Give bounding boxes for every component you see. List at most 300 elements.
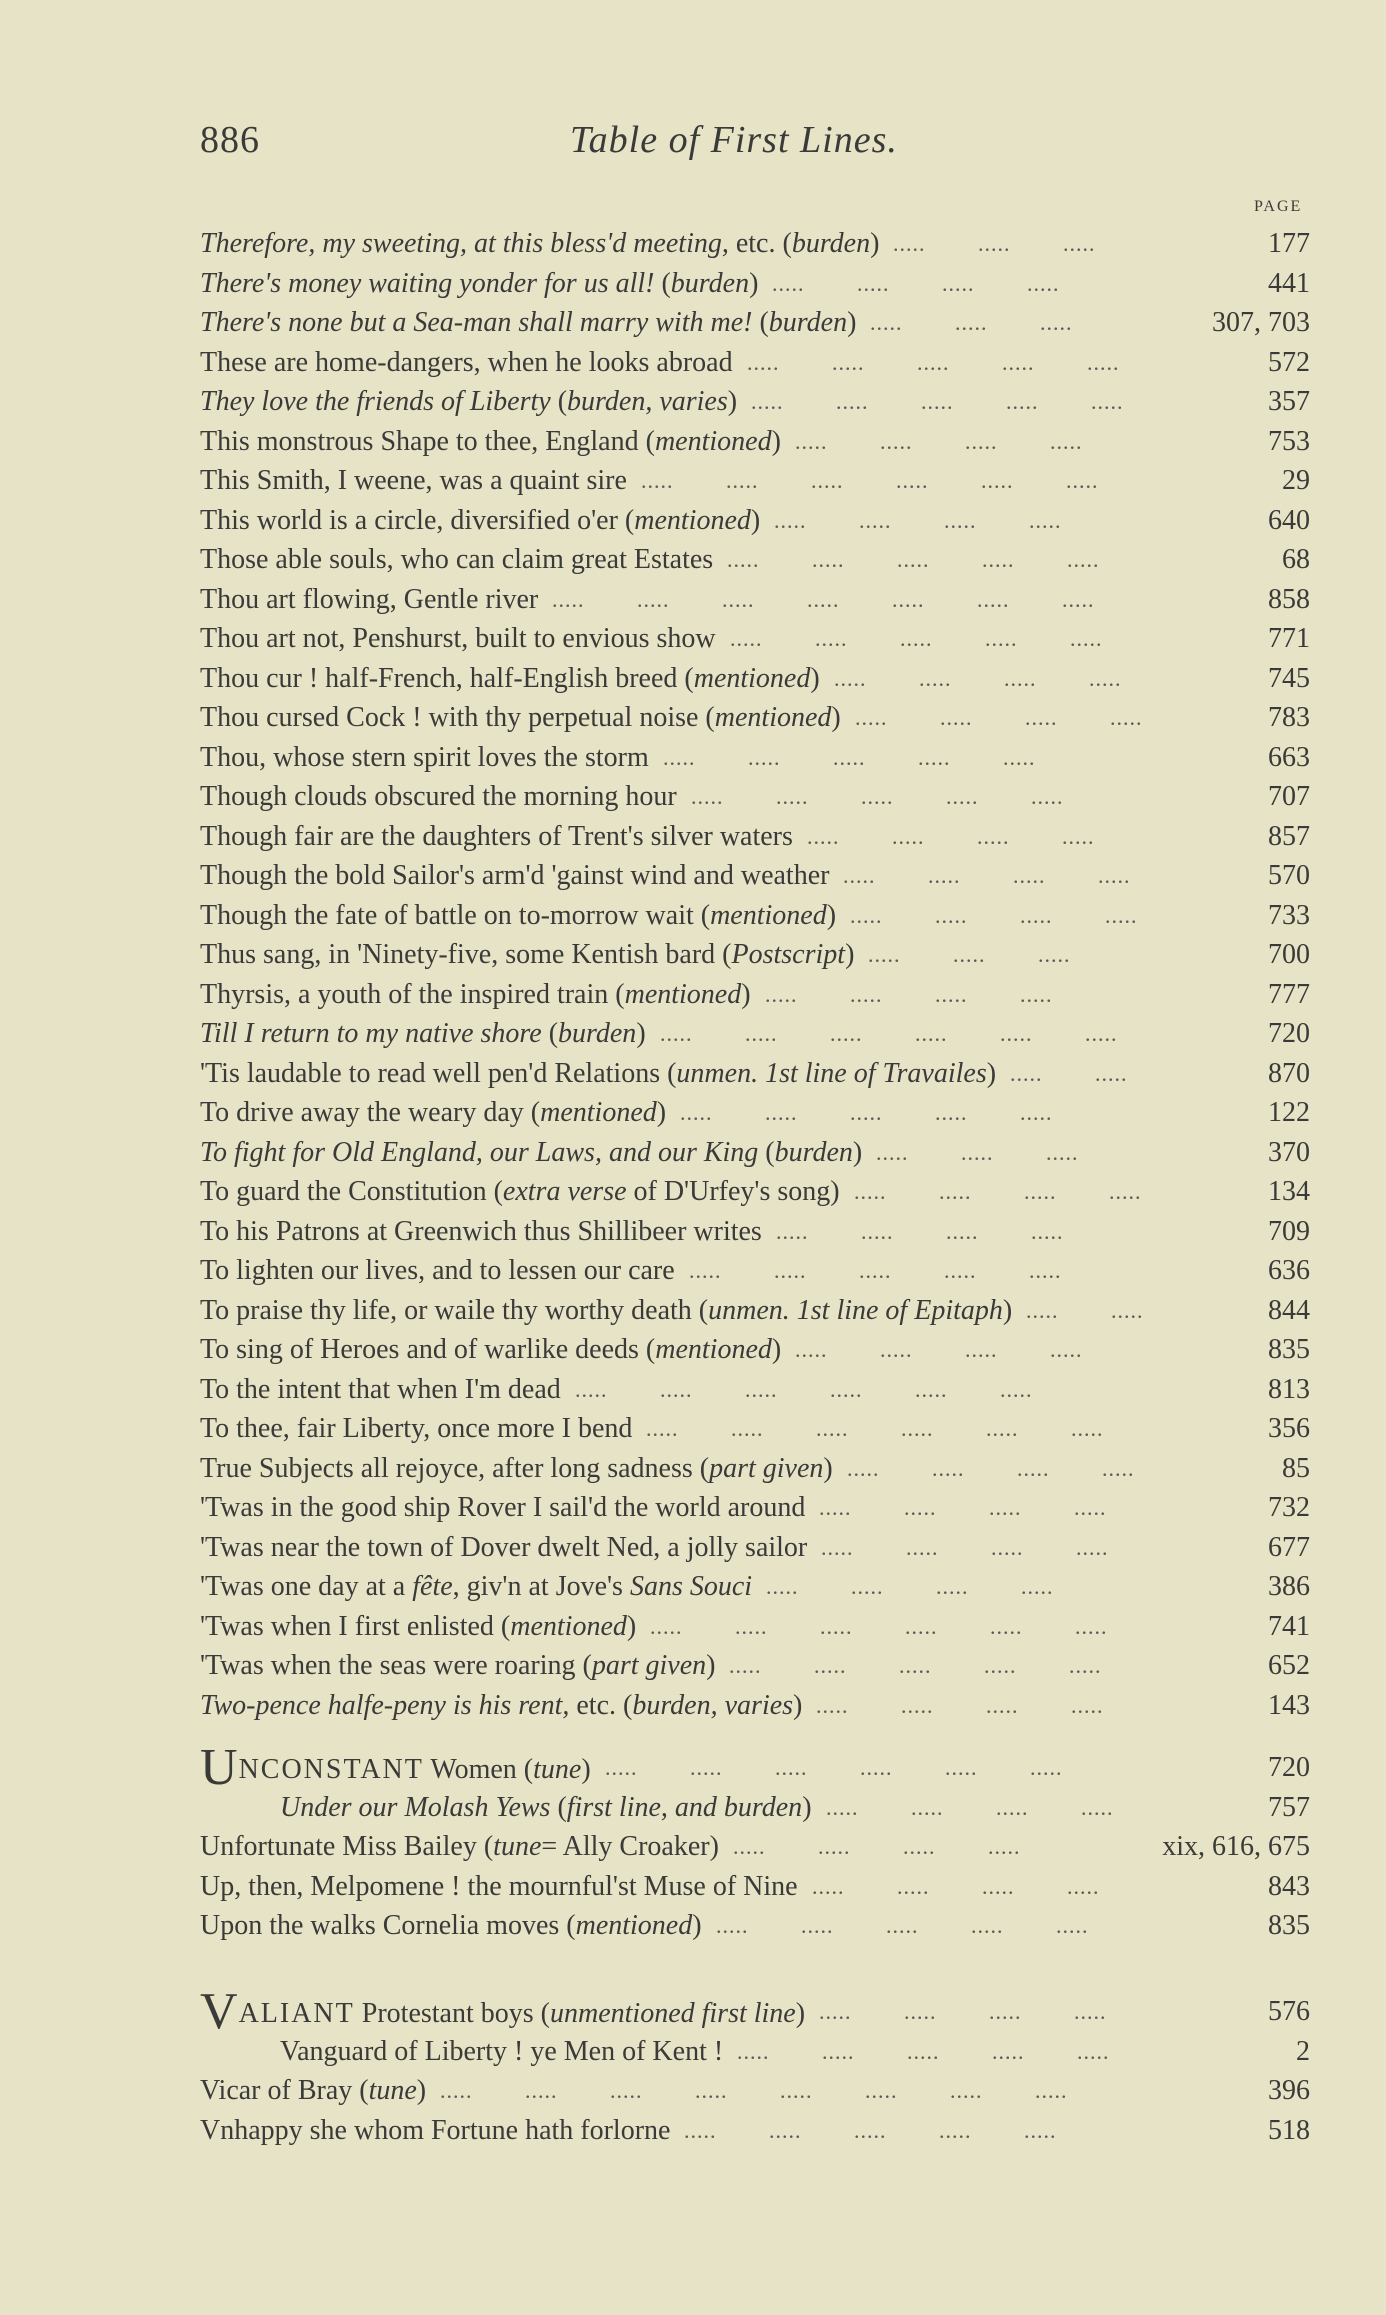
- dot-leader: ..... ..... .....: [868, 942, 1117, 967]
- italic-fragment: mentioned: [540, 1097, 657, 1128]
- text-fragment: (: [550, 1791, 567, 1823]
- entry-first-line: [200, 1212, 762, 1252]
- entry-first-line: [200, 935, 854, 975]
- text-fragment: ): [626, 1610, 637, 1642]
- section-initial-letter: V: [200, 1983, 238, 2040]
- entry-first-line: [200, 1449, 833, 1489]
- entry-first-line: [200, 580, 538, 620]
- dot-leader: ..... ..... ..... ..... .....: [716, 1913, 1135, 1938]
- text-fragment: To sing of Heroes and of warlike deeds (: [200, 1334, 656, 1365]
- entry-to-his-patrons: [200, 1212, 1310, 1252]
- entry-page-number: 753: [1268, 425, 1310, 457]
- dot-leader: ..... ..... ..... ..... ..... .....: [641, 468, 1145, 493]
- text-fragment: To praise thy life, or waile thy worthy death (: [200, 1294, 709, 1326]
- entry-page-number: 652: [1268, 1650, 1310, 1681]
- dot-leader: ..... ..... ..... ..... ..... .....: [605, 1755, 1109, 1780]
- entry-first-line: [200, 1291, 1012, 1331]
- text-fragment: ): [810, 662, 820, 694]
- entry-page-number: 843: [1268, 1870, 1310, 1902]
- dot-leader: ..... ..... ..... ..... ..... .....: [575, 1376, 1079, 1402]
- dot-leader: ..... ..... ..... .....: [850, 902, 1184, 928]
- entry-first-line: [200, 224, 879, 264]
- entry-page-number: 441: [1268, 267, 1310, 299]
- italic-fragment: burden: [558, 1018, 637, 1049]
- entry-thou-whose-stern-spirit: [200, 738, 1310, 778]
- entry-first-line: [200, 659, 820, 699]
- entry-first-line: [200, 1093, 666, 1133]
- dot-leader: ..... ..... ..... ..... ..... .....: [660, 1021, 1164, 1046]
- italic-fragment: burden: [774, 1136, 853, 1168]
- entry-page-number: 720: [1268, 1018, 1310, 1049]
- text-fragment: 'Twas when I first enlisted (: [200, 1610, 511, 1642]
- text-fragment: ): [826, 899, 837, 931]
- entry-page-number: 518: [1268, 2114, 1310, 2146]
- entry-first-line: [200, 343, 733, 383]
- entry-vanguard-of-liberty: [200, 2032, 1310, 2072]
- dot-leader: ..... ..... ..... .....: [819, 1495, 1153, 1520]
- entry-thou-cur: [200, 659, 1310, 699]
- text-fragment: Unfortunate Miss Bailey (: [200, 1831, 494, 1862]
- entry-first-line: [200, 1983, 806, 2040]
- italic-fragment: Therefore, my sweeting, at this bless'd meeting,: [200, 228, 729, 259]
- entry-first-line: [200, 1370, 561, 1410]
- dot-leader: ..... ..... ..... ..... .....: [737, 2038, 1156, 2064]
- text-fragment: To thee, fair Liberty, once more I bend: [200, 1413, 633, 1444]
- text-fragment: Protestant boys (: [354, 1998, 550, 2029]
- entry-up-then-melpomene: [200, 1867, 1310, 1907]
- entry-page-number: 68: [1282, 544, 1310, 575]
- text-fragment: ): [870, 228, 880, 259]
- entry-first-line: [200, 698, 841, 738]
- text-fragment: Though clouds obscured the morning hour: [200, 781, 677, 812]
- entry-page-number: 134: [1268, 1176, 1310, 1207]
- text-fragment: ): [741, 978, 751, 1010]
- dot-leader: ..... ..... ..... .....: [819, 1999, 1153, 2024]
- dot-leader: ..... ..... ..... .....: [807, 823, 1141, 849]
- italic-fragment: burden: [670, 267, 750, 299]
- dot-leader: ..... ..... .....: [870, 310, 1119, 335]
- italic-fragment: mentioned: [634, 504, 751, 536]
- dot-leader: ..... ..... ..... ..... .....: [751, 389, 1170, 414]
- text-fragment: This Smith, I weene, was a quaint sire: [200, 465, 627, 496]
- italic-fragment: mentioned: [655, 1334, 772, 1365]
- italic-fragment: mentioned: [510, 1610, 627, 1642]
- dot-leader: ..... ..... ..... ..... .....: [747, 349, 1166, 375]
- entry-page-number: 677: [1268, 1531, 1310, 1563]
- entry-two-pence-halfe-peny: [200, 1686, 1310, 1726]
- entry-page-number: 857: [1268, 820, 1310, 852]
- entry-first-line: [200, 1686, 802, 1726]
- entry-first-line: [200, 1739, 591, 1796]
- entry-therefore-my-sweeting: [200, 224, 1310, 264]
- entry-these-are-home-dangers: [200, 343, 1310, 383]
- entry-first-line: [200, 738, 649, 778]
- text-fragment: Up, then, Melpomene ! the mournful'st Muse of Nine: [200, 1870, 798, 1902]
- italic-fragment: To fight for Old England, our Laws, and our King: [200, 1136, 759, 1168]
- entry-they-love-the-friends: [200, 382, 1310, 422]
- text-fragment: (: [541, 1018, 559, 1049]
- text-fragment: This world is a circle, diversified o'er (: [200, 504, 635, 536]
- entry-page-number: 143: [1268, 1689, 1310, 1721]
- entry-first-line: [200, 975, 751, 1015]
- dot-leader: ..... ..... ..... ..... .....: [691, 784, 1110, 809]
- italic-fragment: Under our Molash Yews: [280, 1791, 551, 1823]
- entry-thyrsis-a-youth: [200, 975, 1310, 1015]
- text-fragment: Vnhappy she whom Fortune hath forlorne: [200, 2114, 671, 2146]
- dot-leader: ..... ..... ..... .....: [826, 1794, 1160, 1820]
- entry-till-i-return: [200, 1014, 1310, 1054]
- entry-page-number: 663: [1268, 741, 1310, 773]
- text-fragment: etc. (: [569, 1689, 633, 1721]
- entry-page-number: 85: [1282, 1452, 1310, 1484]
- italic-fragment: tune: [533, 1754, 582, 1785]
- entry-first-line: [200, 1054, 996, 1094]
- dot-leader: ..... ..... ..... ..... .....: [727, 547, 1146, 572]
- entry-page-number: 2: [1296, 2035, 1310, 2067]
- entry-page-number: 733: [1268, 899, 1310, 931]
- entry-page-number: 720: [1268, 1752, 1310, 1783]
- entry-first-line: [200, 501, 760, 541]
- entry-page-number: 771: [1268, 623, 1310, 654]
- text-fragment: 'Tis laudable to read well pen'd Relations (: [200, 1057, 677, 1089]
- entry-page-number: 636: [1268, 1255, 1310, 1286]
- text-fragment: 'Twas near the town of Dover dwelt Ned, a jolly sailor: [200, 1531, 808, 1563]
- entry-page-number: 307, 703: [1212, 307, 1310, 338]
- italic-fragment: There's money waiting yonder for us all!: [200, 267, 655, 299]
- entry-page-number: 707: [1268, 781, 1310, 812]
- entry-first-line: [200, 461, 627, 501]
- entry-first-line: [200, 1409, 632, 1449]
- entry-twas-near-the-town: [200, 1528, 1310, 1568]
- entry-first-line: [280, 1788, 812, 1828]
- text-fragment: This monstrous Shape to thee, England (: [200, 425, 655, 457]
- entry-first-line: [200, 1488, 805, 1528]
- entry-page-number: 386: [1268, 1571, 1310, 1602]
- entry-first-line: [200, 1827, 719, 1867]
- entry-first-line: [200, 1567, 752, 1607]
- entry-page-number: 29: [1282, 465, 1310, 496]
- text-fragment: To his Patrons at Greenwich thus Shillibeer writes: [200, 1215, 762, 1247]
- text-fragment: , giv'n at Jove's: [452, 1571, 630, 1602]
- dot-leader: ..... .....: [1010, 1060, 1174, 1086]
- italic-fragment: first line, and burden: [566, 1791, 803, 1823]
- text-fragment: Thou cur ! half-French, half-English breed (: [200, 662, 694, 694]
- entry-first-line: [200, 1906, 702, 1946]
- text-fragment: ): [581, 1754, 591, 1785]
- entry-first-line: [200, 303, 856, 343]
- entry-first-line: [200, 1014, 646, 1054]
- entry-unfortunate-miss-bailey: [200, 1827, 1310, 1867]
- dot-leader: ..... ..... ..... .....: [812, 1873, 1146, 1899]
- entry-page-number: 572: [1268, 346, 1310, 378]
- text-fragment: Thus sang, in 'Ninety-five, some Kentish bard (: [200, 939, 732, 970]
- entry-page-number: 844: [1268, 1294, 1310, 1326]
- entry-page-number: 700: [1268, 939, 1310, 970]
- text-fragment: Women (: [423, 1754, 534, 1785]
- text-fragment: These are home-dangers, when he looks abroad: [200, 346, 733, 378]
- italic-fragment: unmen. 1st line of Epitaph: [708, 1294, 1003, 1326]
- entry-though-the-bold-sailor: [200, 856, 1310, 896]
- dot-leader: ..... .....: [1026, 1297, 1190, 1323]
- dot-leader: ..... ..... ..... .....: [847, 1455, 1181, 1481]
- italic-fragment: tune: [493, 1831, 542, 1862]
- entry-page-number: 783: [1268, 702, 1310, 733]
- italic-fragment: burden, varies: [567, 386, 728, 417]
- dot-leader: ..... ..... ..... .....: [821, 1534, 1155, 1560]
- page-title: Table of First Lines.: [570, 119, 898, 161]
- entry-though-fair-are-the-daughters: [200, 817, 1310, 857]
- dot-leader: ..... ..... ..... ..... ..... ..... .....: [552, 586, 1141, 612]
- entry-thou-art-not-penshurst: [200, 619, 1310, 659]
- entry-page-number: 356: [1268, 1413, 1310, 1444]
- text-fragment: Those able souls, who can claim great Estates: [200, 544, 714, 575]
- entry-twas-in-the-good-ship: [200, 1488, 1310, 1528]
- text-fragment: ): [416, 2075, 427, 2106]
- entry-first-line: [200, 1133, 862, 1173]
- page-column-label: PAGE: [1254, 198, 1303, 215]
- entry-page-number: 357: [1268, 386, 1310, 417]
- text-fragment: ): [845, 939, 855, 970]
- entry-vicar-of-bray: [200, 2071, 1310, 2111]
- entry-first-line: [200, 540, 713, 580]
- italic-fragment: mentioned: [693, 662, 811, 694]
- entry-to-guard-the-constitution: [200, 1172, 1310, 1212]
- dot-leader: ..... ..... ..... ..... ..... .....: [646, 1416, 1150, 1441]
- entry-though-clouds-obscured: [200, 777, 1310, 817]
- text-fragment: ): [793, 1689, 803, 1721]
- text-fragment: Thou cursed Cock ! with thy perpetual noise (: [200, 702, 715, 733]
- page-number: 886: [200, 119, 260, 161]
- entry-first-line: [200, 1330, 781, 1370]
- text-fragment: (: [550, 386, 568, 417]
- text-fragment: To drive away the weary day (: [200, 1097, 541, 1128]
- italic-fragment: There's none but a Sea-man shall marry with me!: [200, 307, 753, 338]
- entry-page-number: 835: [1268, 1334, 1310, 1365]
- entry-to-sing-of-heroes: [200, 1330, 1310, 1370]
- entry-first-line: [200, 422, 781, 462]
- text-fragment: ): [727, 386, 738, 417]
- entry-first-line: [200, 382, 737, 422]
- text-fragment: = Ally Croaker): [541, 1831, 719, 1862]
- entry-first-line: [200, 1528, 807, 1568]
- entry-tis-laudable: [200, 1054, 1310, 1094]
- text-fragment: ): [823, 1452, 833, 1484]
- text-fragment: To the intent that when I'm dead: [200, 1373, 561, 1405]
- italic-fragment: Two-pence halfe-peny is his rent,: [200, 1689, 570, 1721]
- text-fragment: ): [636, 1018, 646, 1049]
- text-fragment: ): [771, 425, 781, 457]
- text-fragment: True Subjects all rejoyce, after long sadness (: [200, 1452, 710, 1484]
- text-fragment: To guard the Constitution (: [200, 1176, 503, 1207]
- entry-page-number: 177: [1268, 228, 1310, 259]
- dot-leader: ..... ..... ..... .....: [816, 1692, 1150, 1718]
- entry-page-number: 777: [1268, 978, 1310, 1010]
- entry-page-number: 732: [1268, 1492, 1310, 1523]
- dot-leader: ..... ..... ..... ..... .....: [729, 1653, 1148, 1678]
- entry-page-number: 870: [1268, 1057, 1310, 1089]
- entry-page-number: 122: [1268, 1097, 1310, 1128]
- text-fragment: ): [847, 307, 857, 338]
- entry-twas-when-the-seas: [200, 1646, 1310, 1686]
- entry-first-line: [200, 264, 758, 304]
- italic-fragment: mentioned: [714, 702, 832, 733]
- dot-leader: ..... ..... ..... .....: [795, 1337, 1129, 1362]
- entry-to-drive-away: [200, 1093, 1310, 1133]
- dot-leader: ..... ..... .....: [893, 231, 1142, 256]
- entry-page-number: 745: [1268, 662, 1310, 694]
- dot-leader: ..... ..... ..... ..... ..... ..... ..... .....: [440, 2078, 1114, 2103]
- text-fragment: of D'Urfey's song): [626, 1176, 840, 1207]
- entry-first-line: [200, 1607, 636, 1647]
- text-fragment: ): [749, 267, 759, 299]
- text-fragment: Upon the walks Cornelia moves (: [200, 1910, 576, 1941]
- text-fragment: Thyrsis, a youth of the inspired train (: [200, 978, 625, 1010]
- dot-leader: ..... ..... ..... .....: [766, 1574, 1100, 1599]
- text-fragment: etc. (: [728, 228, 792, 259]
- entry-first-line: [200, 1646, 715, 1686]
- dot-leader: ..... ..... ..... ..... .....: [684, 2117, 1103, 2143]
- dot-leader: ..... ..... ..... .....: [765, 981, 1099, 1007]
- dot-leader: ..... ..... ..... .....: [774, 507, 1108, 533]
- entry-theres-money-waiting: [200, 264, 1310, 304]
- entry-first-line: [200, 817, 793, 857]
- text-fragment: Though the fate of battle on to-morrow wait (: [200, 899, 711, 931]
- text-fragment: ): [795, 1998, 806, 2029]
- entry-upon-the-walks: [200, 1906, 1310, 1946]
- italic-fragment: burden, varies: [632, 1689, 794, 1721]
- dot-leader: ..... ..... ..... .....: [854, 1179, 1188, 1204]
- text-fragment: ): [1002, 1294, 1013, 1326]
- dot-leader: ..... ..... ..... ..... .....: [663, 744, 1082, 770]
- text-fragment: ): [750, 504, 761, 536]
- dot-leader: ..... ..... ..... ..... .....: [689, 1258, 1108, 1283]
- entry-page-number: 370: [1268, 1136, 1310, 1168]
- entry-page-number: 858: [1268, 583, 1310, 615]
- entry-page-number: 741: [1268, 1610, 1310, 1642]
- italic-fragment: Postscript: [731, 939, 846, 970]
- dot-leader: ..... ..... ..... .....: [772, 270, 1106, 296]
- entry-this-smith: [200, 461, 1310, 501]
- entry-this-monstrous-shape: [200, 422, 1310, 462]
- text-fragment: ALIANT: [238, 1998, 355, 2029]
- italic-fragment: unmentioned first line: [549, 1998, 796, 2029]
- italic-fragment: tune: [368, 2075, 417, 2106]
- italic-fragment: mentioned: [575, 1910, 693, 1941]
- text-fragment: 'Twas when the seas were roaring (: [200, 1650, 592, 1681]
- dot-leader: ..... ..... ..... ..... .....: [730, 626, 1149, 651]
- dot-leader: ..... ..... ..... .....: [776, 1218, 1110, 1244]
- italic-fragment: mentioned: [654, 425, 772, 457]
- entry-unconstant-women: [200, 1739, 1310, 1796]
- text-fragment: ): [986, 1057, 997, 1089]
- text-fragment: ): [692, 1910, 702, 1941]
- dot-leader: ..... ..... ..... .....: [834, 665, 1168, 691]
- text-fragment: (: [654, 267, 671, 299]
- text-fragment: Though the bold Sailor's arm'd 'gainst wind and weather: [200, 860, 830, 891]
- text-fragment: Thou art flowing, Gentle river: [200, 583, 539, 615]
- entry-those-able-souls: [200, 540, 1310, 580]
- italic-fragment: extra verse: [502, 1176, 627, 1207]
- text-fragment: Thou art not, Penshurst, built to envious show: [200, 623, 716, 654]
- text-fragment: Thou, whose stern spirit loves the storm: [200, 741, 649, 773]
- italic-fragment: Sans Souci: [629, 1571, 753, 1602]
- entry-first-line: [200, 777, 677, 817]
- italic-fragment: mentioned: [624, 978, 742, 1010]
- italic-fragment: They love the friends of Liberty: [200, 386, 551, 417]
- text-fragment: ): [852, 1136, 863, 1168]
- text-fragment: Though fair are the daughters of Trent's silver waters: [200, 820, 793, 852]
- entry-page-number: 709: [1268, 1215, 1310, 1247]
- entry-thus-sang-in-ninety-five: [200, 935, 1310, 975]
- entry-first-line: [200, 856, 829, 896]
- dot-leader: ..... ..... ..... ..... .....: [680, 1100, 1099, 1125]
- entry-under-our-molash-yews: [200, 1788, 1310, 1828]
- entry-first-line: [200, 896, 836, 936]
- entry-to-fight-for-old-england: [200, 1133, 1310, 1173]
- entry-first-line: [200, 1172, 840, 1212]
- entry-thou-cursed-cock: [200, 698, 1310, 738]
- italic-fragment: fête: [412, 1571, 453, 1602]
- entry-first-line: [200, 1251, 675, 1291]
- text-fragment: ): [802, 1791, 812, 1823]
- text-fragment: Vanguard of Liberty ! ye Men of Kent !: [280, 2035, 724, 2067]
- text-fragment: ): [771, 1334, 782, 1365]
- text-fragment: ): [656, 1097, 667, 1128]
- italic-fragment: burden: [768, 307, 848, 338]
- italic-fragment: unmen. 1st line of Travailes: [676, 1057, 987, 1089]
- entry-page-number: xix, 616, 675: [1162, 1831, 1310, 1862]
- entry-first-line: [200, 1867, 798, 1907]
- entry-to-thee-fair-liberty: [200, 1409, 1310, 1449]
- dot-leader: ..... ..... ..... .....: [795, 428, 1129, 454]
- section-initial-letter: U: [200, 1739, 238, 1796]
- italic-fragment: part given: [709, 1452, 824, 1484]
- italic-fragment: mentioned: [710, 899, 827, 931]
- dot-leader: ..... ..... ..... .....: [855, 705, 1189, 730]
- entry-twas-when-i-first-enlisted: [200, 1607, 1310, 1647]
- entry-to-lighten-our-lives: [200, 1251, 1310, 1291]
- entry-first-line: [200, 2071, 426, 2111]
- text-fragment: 'Twas in the good ship Rover I sail'd the world around: [200, 1492, 806, 1523]
- entry-first-line: [280, 2032, 723, 2072]
- entry-thou-art-flowing: [200, 580, 1310, 620]
- entry-page-number: 813: [1268, 1373, 1310, 1405]
- italic-fragment: burden: [791, 228, 871, 259]
- dot-leader: ..... ..... ..... .....: [843, 863, 1177, 888]
- text-fragment: (: [752, 307, 769, 338]
- entry-though-the-fate-of-battle: [200, 896, 1310, 936]
- text-fragment: NCONSTANT: [238, 1754, 424, 1785]
- entry-page-number: 835: [1268, 1910, 1310, 1941]
- dot-leader: ..... ..... ..... ..... ..... .....: [650, 1613, 1154, 1639]
- entry-page-number: 640: [1268, 504, 1310, 536]
- entry-theres-none-but-a-sea-man: [200, 303, 1310, 343]
- entry-page-number: 396: [1268, 2075, 1310, 2106]
- entry-page-number: 570: [1268, 860, 1310, 891]
- dot-leader: ..... ..... .....: [876, 1139, 1125, 1165]
- text-fragment: 'Twas one day at a: [200, 1571, 413, 1602]
- entry-valiant-protestant-boys: [200, 1983, 1310, 2040]
- entry-to-the-intent: [200, 1370, 1310, 1410]
- text-fragment: To lighten our lives, and to lessen our care: [200, 1255, 675, 1286]
- text-fragment: ): [706, 1650, 716, 1681]
- dot-leader: ..... ..... ..... .....: [733, 1834, 1067, 1859]
- entry-page-number: 757: [1268, 1791, 1310, 1823]
- entry-to-praise-thy-life: [200, 1291, 1310, 1331]
- entry-first-line: [200, 619, 716, 659]
- text-fragment: Vicar of Bray (: [200, 2075, 369, 2106]
- italic-fragment: Till I return to my native shore: [200, 1018, 542, 1049]
